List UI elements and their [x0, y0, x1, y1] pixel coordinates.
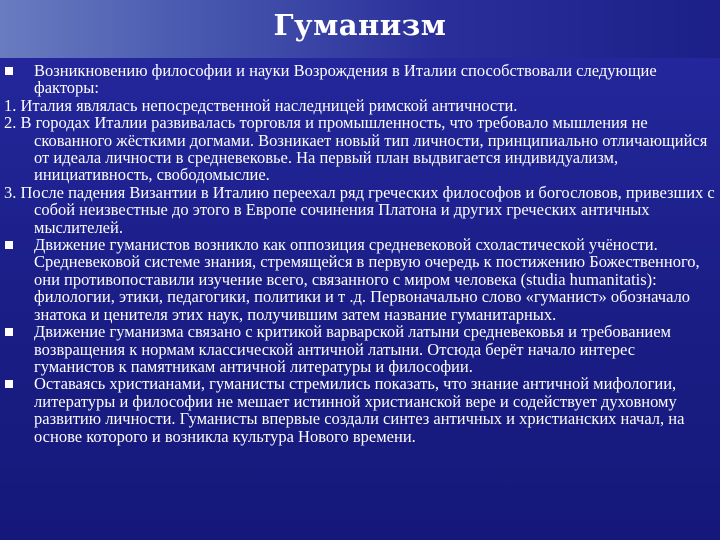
numbered-item — [4, 184, 716, 236]
bullet-item — [4, 62, 716, 97]
numbered-item-text: 3. После падения Византии в Италию переехал ряд греческих философов и богословов, привезших с собой неизвестные до этого в Европе сочинения Платона и других греческих античных мыслителей. — [4, 182, 715, 237]
square-bullet-icon — [5, 380, 13, 388]
square-bullet-icon — [5, 241, 13, 249]
numbered-item — [4, 114, 716, 184]
bullet-item-text: Оставаясь христианами, гуманисты стремились показать, что знание античной мифологии, литературы и философии не мешает истинной христианской вере и содействует духовному развитию личности. Гуманисты впервые создали синтез античных и христианских начал, на основе которого и возникла культура Нового времени. — [34, 374, 685, 446]
bullet-item-text: Возникновению философии и науки Возрождения в Италии способствовали следующие факторы: — [34, 61, 657, 98]
bullet-item — [4, 375, 716, 445]
numbered-item — [4, 97, 716, 114]
bullet-item-text: Движение гуманизма связано с критикой варварской латыни средневековья и требованием возвращения к нормам классической античной латыни. Отсюда берёт начало интерес гуманистов к памятникам античной литературы и философии. — [34, 322, 671, 376]
square-bullet-icon — [5, 328, 13, 336]
numbered-item-text: 2. В городах Италии развивалась торговля и промышленность, что требовало мышления не скованного жёсткими догмами. Возникает новый тип личности, принципиально отличающийся от идеала личности в средневековье. На первый план выдвигается индивидуализм, инициативность, свободомыслие. — [4, 113, 708, 185]
bullet-item-text: Движение гуманистов возникло как оппозиция средневековой схоластической учёности. Средневековой системе знания, стремящейся в первую очередь к постижению Божественного, они противопоставили изучение всего, связанного с миром человека (studia humanitatis): филологии, этики, педагогики, политики и т .д. Первоначально слово «гуманист» обозначало знатока и ценителя этих наук, получившим затем название гуманитарных. — [34, 235, 700, 324]
bullet-item — [4, 323, 716, 375]
slide-body — [4, 62, 716, 445]
numbered-item-text: 1. Италия являлась непосредственной наследницей римской античности. — [4, 95, 518, 115]
slide-title: Гуманизм — [273, 8, 447, 42]
square-bullet-icon — [5, 67, 13, 75]
bullet-item — [4, 236, 716, 323]
